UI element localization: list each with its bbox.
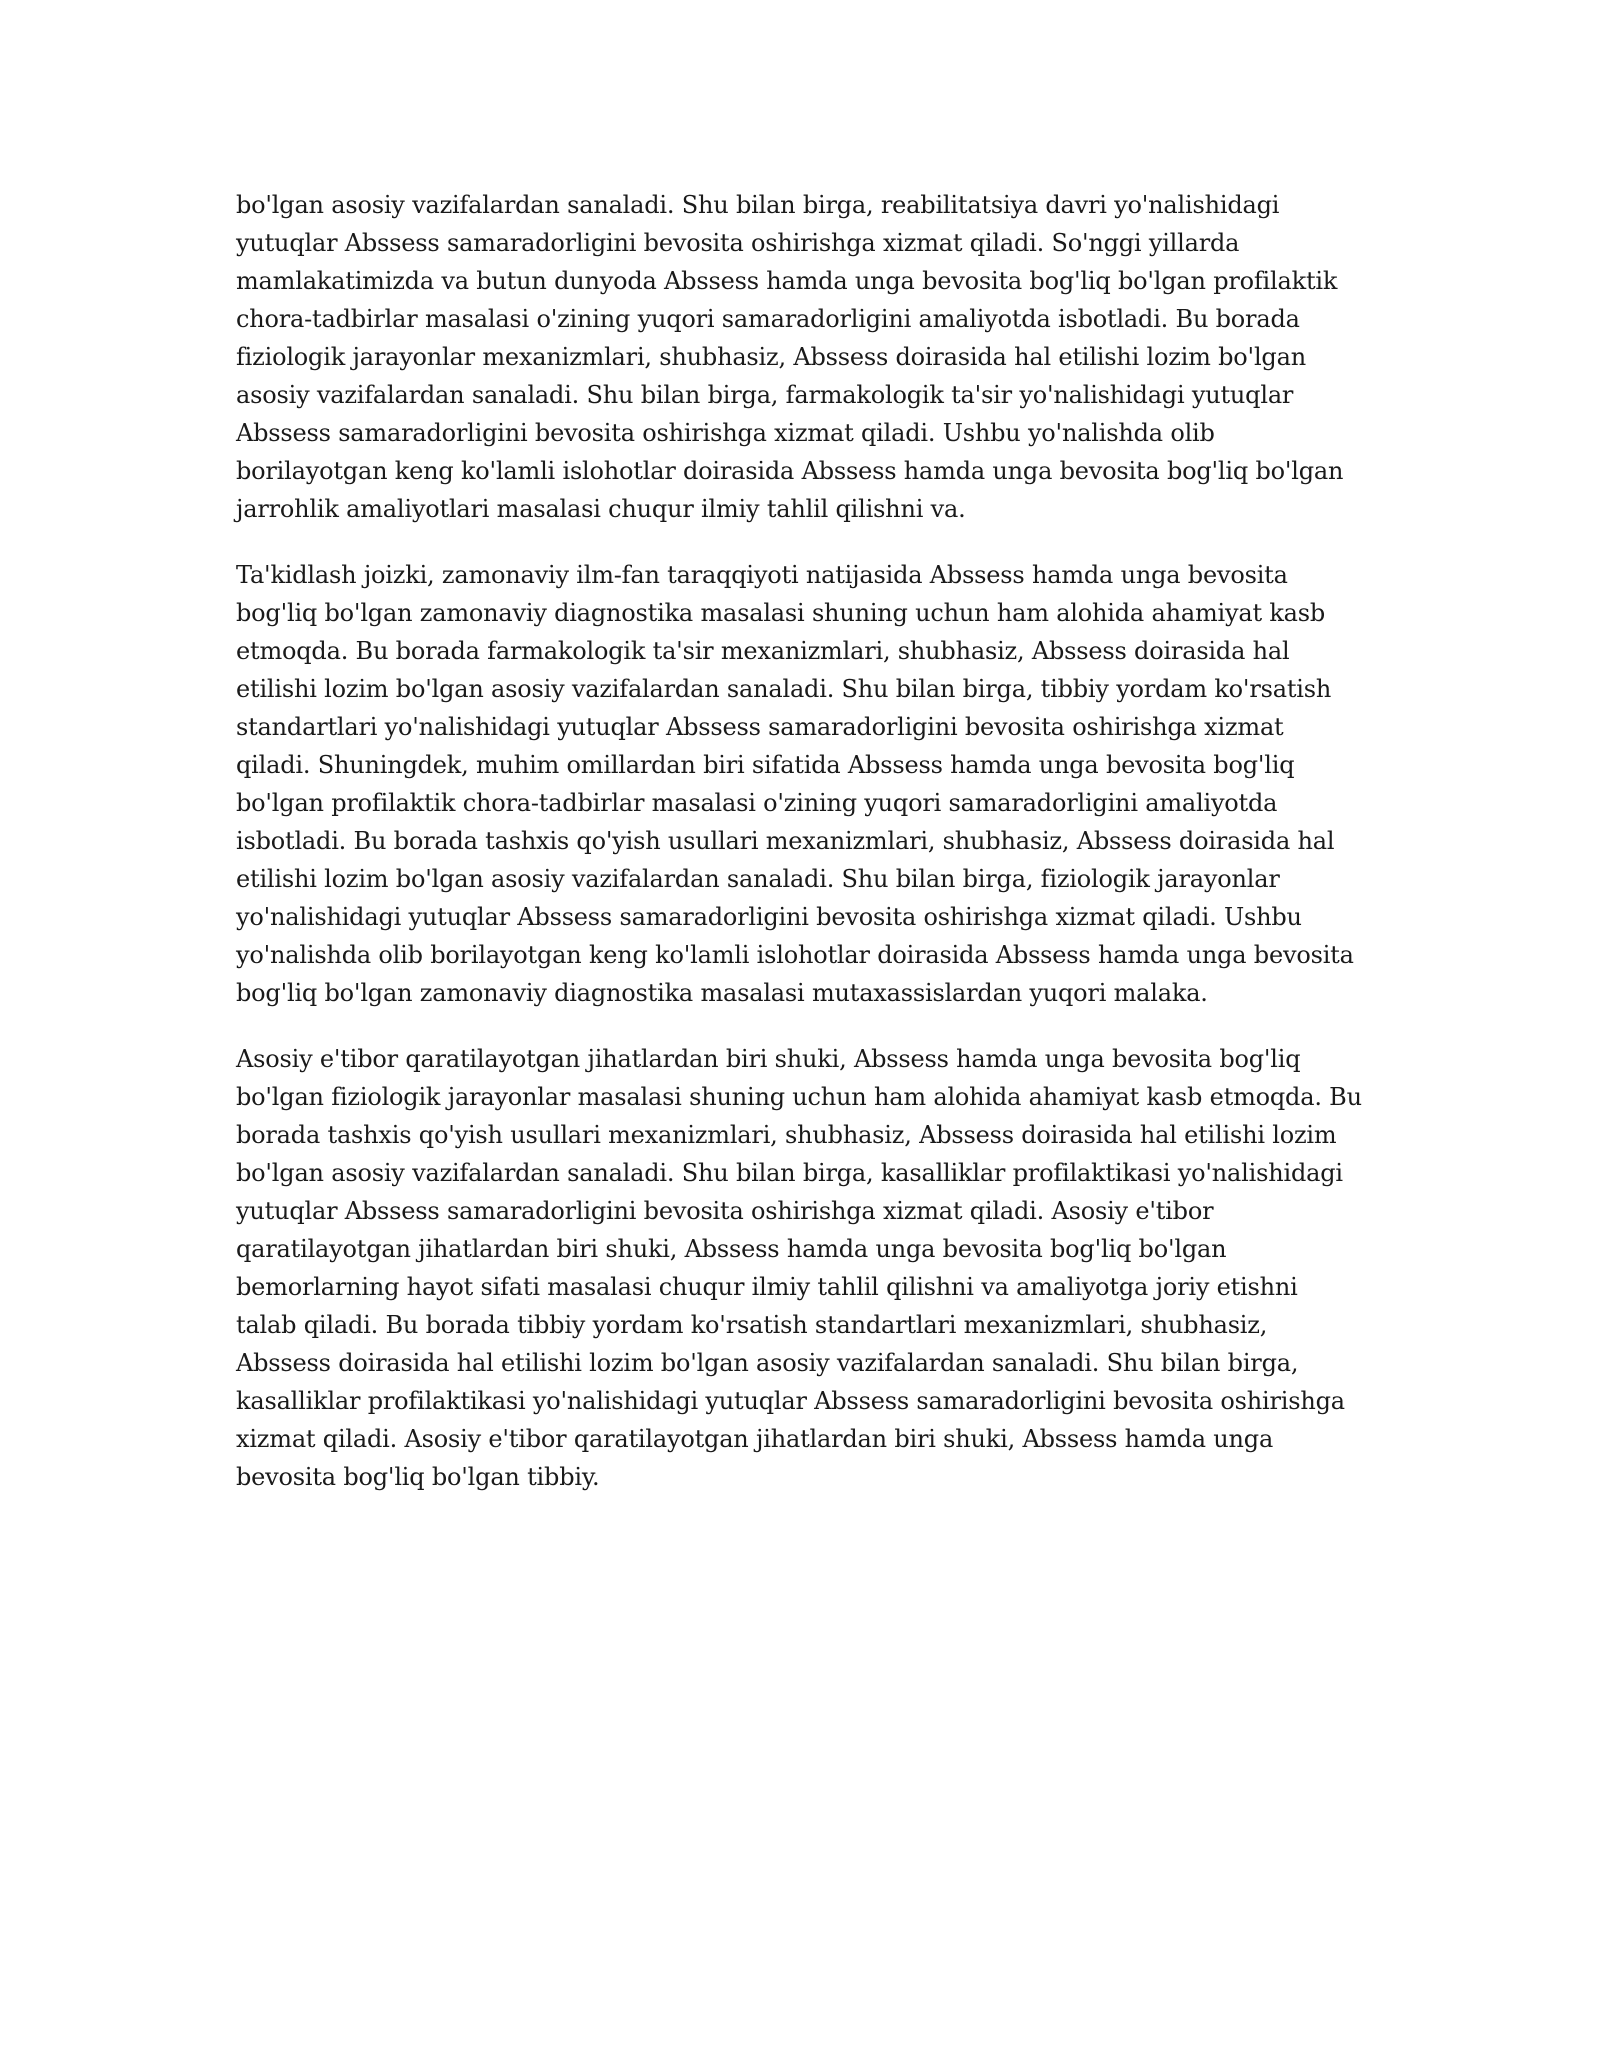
paragraph-3: Asosiy e'tibor qaratilayotgan jihatlardan biri shuki, Abssess hamda unga bevosita bog'liq bo'lgan fiziologik jarayonlar masalasi shuning uchun ham alohida ahamiyat kasb etmoqda. Bu borada tashxis qo'yish usullari mexanizmlari, shubhasiz, Abssess doirasida hal etilishi lozim bo'lgan asosiy vazifalardan sanaladi. Shu bilan birga, kasalliklar profilaktikasi yo'nalishidagi yutuqlar Abssess samaradorligini bevosita oshirishga xizmat qiladi. Asosiy e'tibor qaratilayotgan jihatlardan biri shuki, Abssess hamda unga bevosita bog'liq bo'lgan bemorlarning hayot sifati masalasi chuqur ilmiy tahlil qilishni va amaliyotga joriy etishni talab qiladi. Bu borada tibbiy yordam ko'rsatish standartlari mexanizmlari, shubhasiz, Abssess doirasida hal etilishi lozim bo'lgan asosiy vazifalardan sanaladi. Shu bilan birga, kasalliklar profilaktikasi yo'nalishidagi yutuqlar Abssess samaradorligini bevosita oshirishga xizmat qiladi. Asosiy e'tibor qaratilayotgan jihatlardan biri shuki, Abssess hamda unga bevosita bog'liq bo'lgan tibbiy. [236, 1045, 1362, 1491]
document-body [236, 186, 1364, 1524]
paragraph-1: bo'lgan asosiy vazifalardan sanaladi. Shu bilan birga, reabilitatsiya davri yo'nalishidagi yutuqlar Abssess samaradorligini bevosita oshirishga xizmat qiladi. So'nggi yillarda mamlakatimizda va butun dunyoda Abssess hamda unga bevosita bog'liq bo'lgan profilaktik chora-tadbirlar masalasi o'zining yuqori samaradorligini amaliyotda isbotladi. Bu borada fiziologik jarayonlar mexanizmlari, shubhasiz, Abssess doirasida hal etilishi lozim bo'lgan asosiy vazifalardan sanaladi. Shu bilan birga, farmakologik ta'sir yo'nalishidagi yutuqlar Abssess samaradorligini bevosita oshirishga xizmat qiladi. Ushbu yo'nalishda olib borilayotgan keng ko'lamli islohotlar doirasida Abssess hamda unga bevosita bog'liq bo'lgan jarrohlik amaliyotlari masalasi chuqur ilmiy tahlil qilishni va. [236, 191, 1344, 523]
paragraph-2: Ta'kidlash joizki, zamonaviy ilm-fan taraqqiyoti natijasida Abssess hamda unga bevosita bog'liq bo'lgan zamonaviy diagnostika masalasi shuning uchun ham alohida ahamiyat kasb etmoqda. Bu borada farmakologik ta'sir mexanizmlari, shubhasiz, Abssess doirasida hal etilishi lozim bo'lgan asosiy vazifalardan sanaladi. Shu bilan birga, tibbiy yordam ko'rsatish standartlari yo'nalishidagi yutuqlar Abssess samaradorligini bevosita oshirishga xizmat qiladi. Shuningdek, muhim omillardan biri sifatida Abssess hamda unga bevosita bog'liq bo'lgan profilaktik chora-tadbirlar masalasi o'zining yuqori samaradorligini amaliyotda isbotladi. Bu borada tashxis qo'yish usullari mexanizmlari, shubhasiz, Abssess doirasida hal etilishi lozim bo'lgan asosiy vazifalardan sanaladi. Shu bilan birga, fiziologik jarayonlar yo'nalishidagi yutuqlar Abssess samaradorligini bevosita oshirishga xizmat qiladi. Ushbu yo'nalishda olib borilayotgan keng ko'lamli islohotlar doirasida Abssess hamda unga bevosita bog'liq bo'lgan zamonaviy diagnostika masalasi mutaxassislardan yuqori malaka. [236, 561, 1354, 1007]
